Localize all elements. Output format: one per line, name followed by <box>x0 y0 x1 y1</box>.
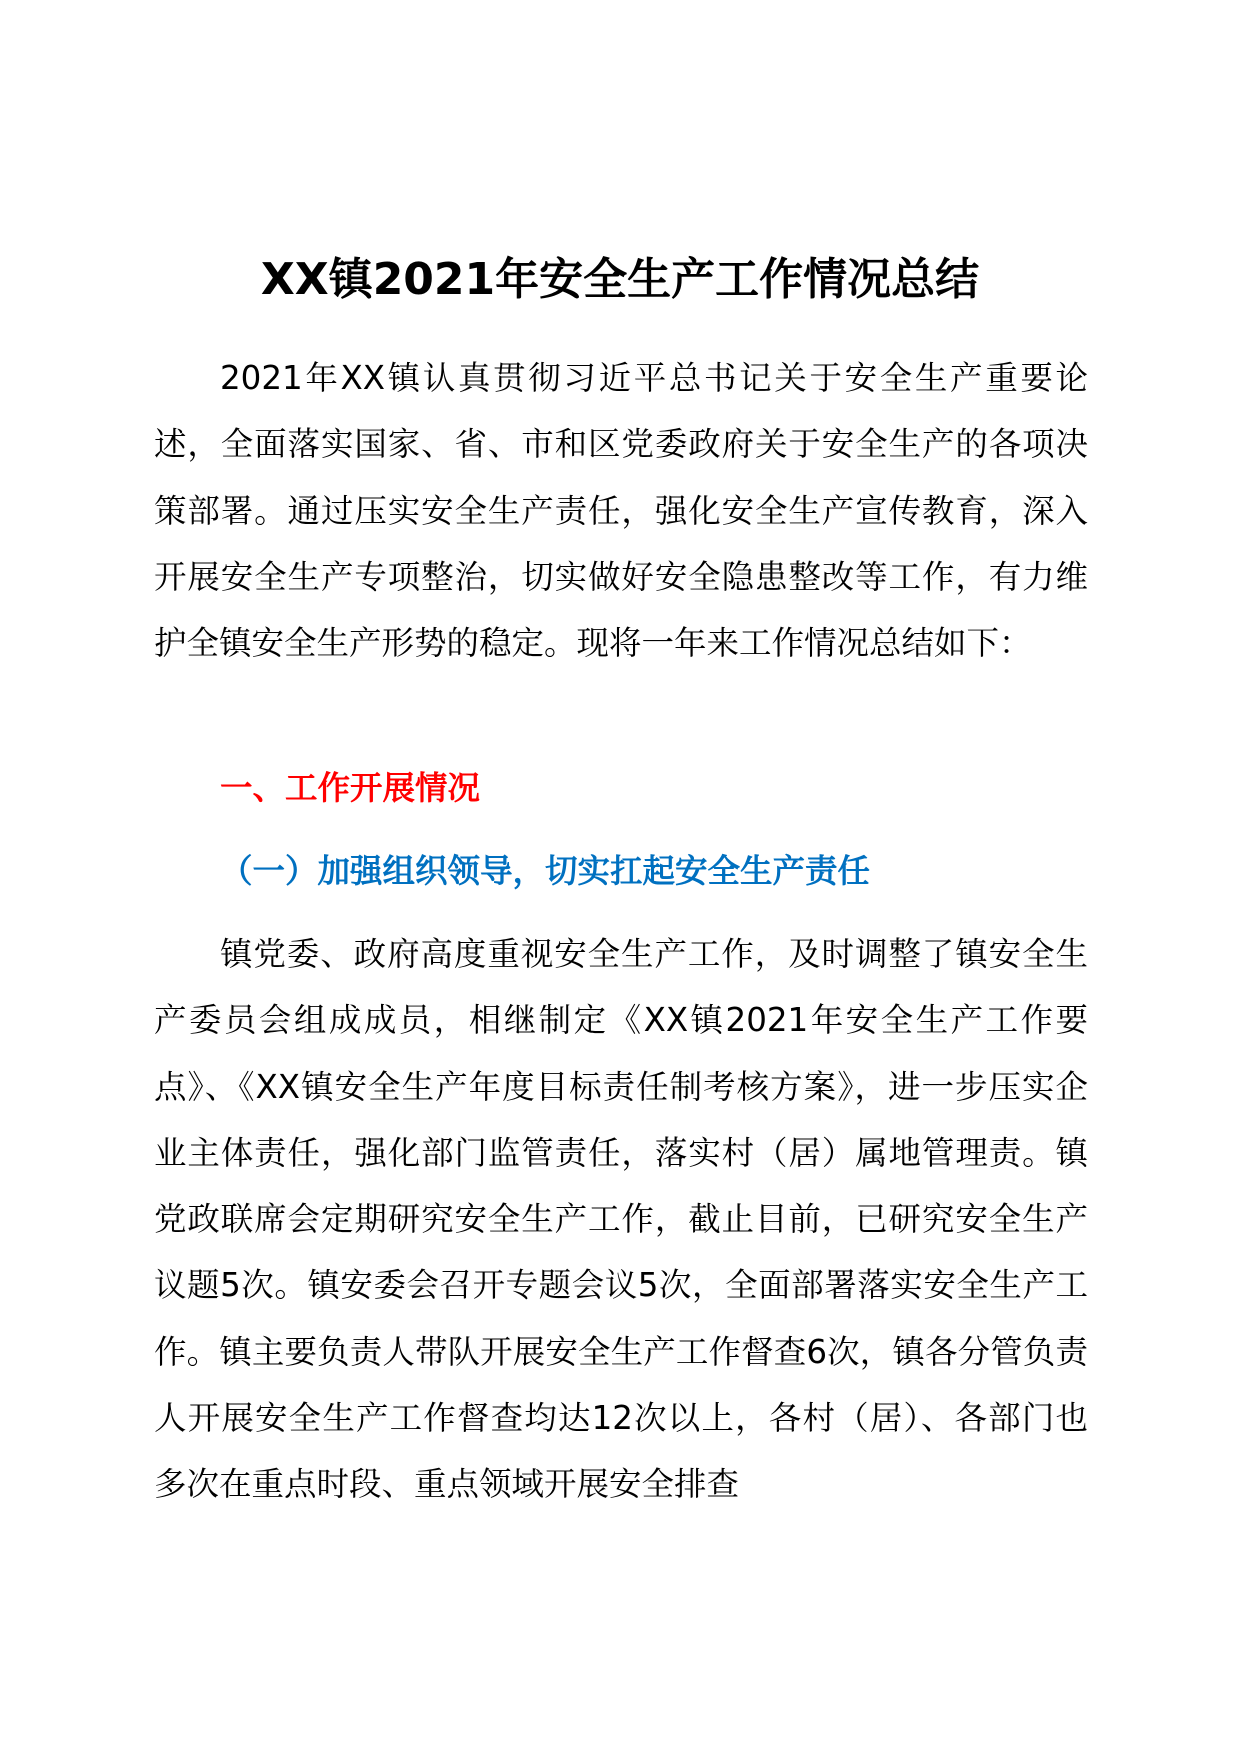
intro-paragraph: 2021年XX镇认真贯彻习近平总书记关于安全生产重要论述，全面落实国家、省、市和区党委政府关于安全生产的各项决策部署。通过压实安全生产责任，强化安全生产宣传教育，深入开展安全生产专项整治，切实做好安全隐患整改等工作，有力维护全镇安全生产形势的稳定。现将一年来工作情况总结如下： <box>154 359 1088 663</box>
body-paragraph: 镇党委、政府高度重视安全生产工作，及时调整了镇安全生产委员会组成成员，相继制定《XX镇2021年安全生产工作要点》、《XX镇安全生产年度目标责任制考核方案》，进一步压实企业主体责任，强化部门监管责任，落实村（居）属地管理责。镇党政联席会定期研究安全生产工作，截止目前，已研究安全生产议题5次。镇安委会召开专题会议5次，全面部署落实安全生产工作。镇主要负责人带队开展安全生产工作督查6次，镇各分管负责人开展安全生产工作督查均达12次以上，各村（居）、各部门也多次在重点时段、重点领域开展安全排查 <box>154 935 1088 1504</box>
section-heading: 一、工作开展情况 <box>220 769 481 807</box>
subsection-heading: （一）加强组织领导，切实扛起安全生产责任 <box>220 852 871 890</box>
document-title: XX镇2021年安全生产工作情况总结 <box>260 254 980 305</box>
